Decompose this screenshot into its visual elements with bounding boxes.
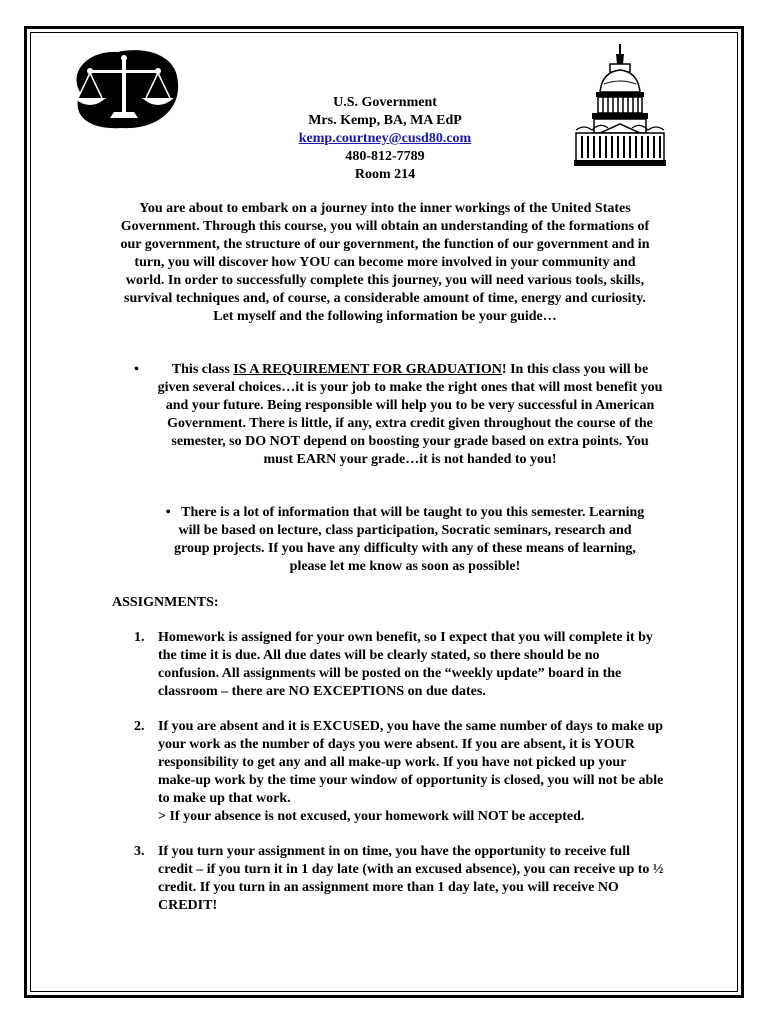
item-number: 1. xyxy=(134,630,145,645)
item-text: If you are absent and it is EXCUSED, you have the same number of days to make up your work as the number of days you were absent. If you are absent, it is YOUR responsibility to get any and all make-up work. If you have not picked up your make-up work by the time your window of opportunity is closed, you will not be able to make up that work. > If your absence is not excused, your homework will NOT be accepted. xyxy=(158,719,664,824)
assignment-item xyxy=(134,718,664,826)
item-number: 3. xyxy=(134,844,145,859)
bullet-text: • There is a lot of information that will be taught to you this semester. Learning will be based on lecture, class participation, Socratic seminars, research and group projects. If you have any difficulty with any of these means of learning, please let me know as soon as possible! xyxy=(165,505,645,574)
assignments-heading: ASSIGNMENTS: xyxy=(112,595,219,610)
bullet-graduation-requirement xyxy=(134,361,664,469)
bullet-icon: • xyxy=(165,505,171,520)
bullet-icon: • xyxy=(134,362,139,377)
scales-of-justice-icon xyxy=(66,48,182,130)
item-number: 2. xyxy=(134,719,145,734)
course-title: U.S. Government xyxy=(333,95,437,110)
intro-paragraph: You are about to embark on a journey into the inner workings of the United States Government. Through this course, you will obtain an understanding of the formations of our government, the structure of our government, the function of our government and in turn, you will discover how YOU can become more involved in your community and world. In order to successfully complete this journey, you will need various tools, skills, survival techniques and, of course, a considerable amount of time, energy and curiosity. Let myself and the following information be your guide… xyxy=(120,201,650,324)
teacher-name: Mrs. Kemp, BA, MA EdP xyxy=(308,113,462,128)
email-link[interactable]: kemp.courtney@cusd80.com xyxy=(298,131,472,146)
assignment-item xyxy=(134,843,664,915)
phone-number: 480-812-7789 xyxy=(345,149,425,164)
capitol-building-icon xyxy=(574,44,666,166)
item-note: > If your absence is not excused, your homework will NOT be accepted. xyxy=(158,809,585,824)
assignment-item xyxy=(134,629,664,701)
requirement-underline: IS A REQUIREMENT FOR GRADUATION xyxy=(233,362,502,377)
item-text: If you turn your assignment in on time, you have the opportunity to receive full credit – if you turn it in 1 day late (with an excused absence), you can receive up to ½ credit. If you turn in an assignment more than 1 day late, you will receive NO CREDIT! xyxy=(158,844,664,913)
item-text: Homework is assigned for your own benefit, so I expect that you will complete it by the time it is due. All due dates will be clearly stated, so there should be no confusion. All assignments will be posted on the “weekly update” board in the classroom – there are NO EXCEPTIONS on due dates. xyxy=(158,630,653,699)
bullet-text: This class IS A REQUIREMENT FOR GRADUATION! In this class you will be given several choices…it is your job to make the right ones that will most benefit you and your future. Being responsible will help you to be very successful in American Government. There is little, if any, extra credit given throughout the course of the semester, so DO NOT depend on boosting your grade based on extra points. You must EARN your grade…it is not handed to you! xyxy=(157,362,663,467)
bullet-learning-methods xyxy=(160,504,650,576)
contact-header xyxy=(250,94,520,184)
room-number: Room 214 xyxy=(354,167,416,182)
